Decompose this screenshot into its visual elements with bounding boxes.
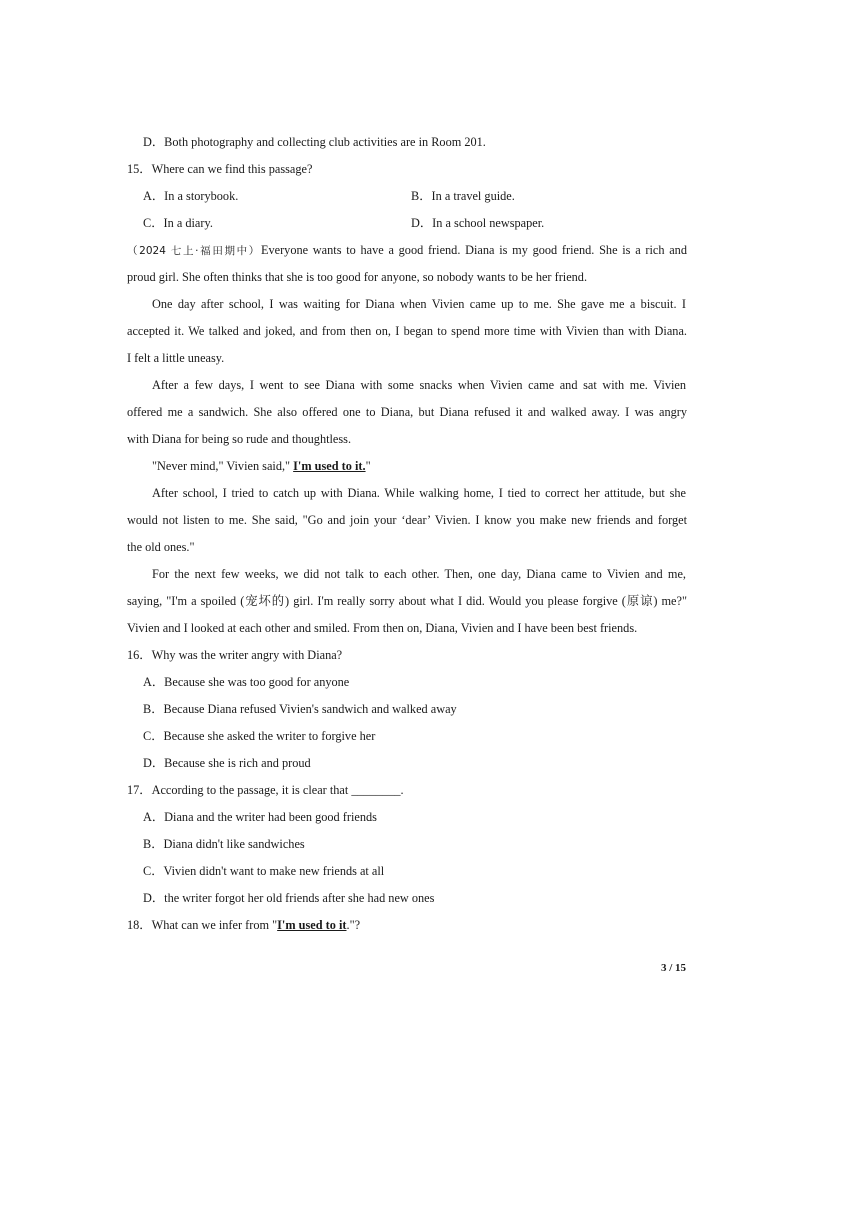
q15-option-a: A．In a storybook. <box>143 189 239 203</box>
page-number: 3 / 15 <box>660 962 686 974</box>
passage-line-3: One day after school, I was waiting for Diana when Vivien came up to me. She gave me a biscuit. I <box>152 297 686 311</box>
passage-line-15: Vivien and I looked at each other and smiled. From then on, Diana, Vivien and I have been best friends. <box>127 621 638 635</box>
passage-line-10: After school, I tried to catch up with Diana. While walking home, I tied to correct her attitude, but she <box>152 486 686 500</box>
q16-option-a: A．Because she was too good for anyone <box>143 675 350 689</box>
passage-line-11: would not listen to me. She said, "Go and join your ‘dear’ Vivien. I know you make new friends and forget <box>127 513 687 527</box>
q17-option-d: D．the writer forgot her old friends after she had new ones <box>143 891 435 905</box>
q14-option-d: D．Both photography and collecting club activities are in Room 201. <box>143 135 486 149</box>
passage-line-14: saying, "I'm a spoiled (宠坏的) girl. I'm really sorry about what I did. Would you please forgive (原谅) me?" <box>127 594 687 608</box>
q17-stem: 17．According to the passage, it is clear that ________. <box>127 783 404 797</box>
passage-line-2: proud girl. She often thinks that she is too good for anyone, so nobody wants to be her friend. <box>127 270 588 284</box>
q16-stem: 16．Why was the writer angry with Diana? <box>127 648 343 662</box>
q16-option-d: D．Because she is rich and proud <box>143 756 311 770</box>
q15-options-row-2 <box>143 216 703 231</box>
passage-line-7: offered me a sandwich. She also offered one to Diana, but Diana refused it and walked away. I was angry <box>127 405 687 419</box>
q17-option-b: B．Diana didn't like sandwiches <box>143 837 305 851</box>
q15-option-d: D．In a school newspaper. <box>411 216 545 230</box>
passage-line-8: with Diana for being so rude and thoughtless. <box>127 432 352 446</box>
underlined-phrase: I'm used to it. <box>293 459 366 473</box>
q15-option-b: B．In a travel guide. <box>411 189 515 203</box>
passage-line-1 <box>127 243 687 259</box>
passage-line-5: I felt a little uneasy. <box>127 351 225 365</box>
q16-option-c: C．Because she asked the writer to forgive her <box>143 729 376 743</box>
q18-stem-text: 18．What can we infer from " <box>127 918 278 932</box>
passage-line-6: After a few days, I went to see Diana with some snacks when Vivien came and sat with me. Vivien <box>152 378 686 392</box>
passage-text: Everyone wants to have a good friend. Diana is my good friend. She is a rich and <box>260 243 687 257</box>
q17-option-a: A．Diana and the writer had been good friends <box>143 810 377 824</box>
passage-line-12: the old ones." <box>127 540 195 554</box>
passage-line-13: For the next few weeks, we did not talk to each other. Then, one day, Diana came to Vivien and me, <box>152 567 686 581</box>
q15-stem: 15．Where can we find this passage? <box>127 162 313 176</box>
passage-line-4: accepted it. We talked and joked, and from then on, I began to spend more time with Vivien than with Diana. <box>127 324 687 338</box>
q15-options-row-1 <box>143 189 703 204</box>
q18-stem <box>127 918 687 933</box>
q16-option-b: B．Because Diana refused Vivien's sandwich and walked away <box>143 702 457 716</box>
q18-quoted-phrase: I'm used to it <box>277 918 347 932</box>
q15-option-c: C．In a diary. <box>143 216 213 230</box>
passage-quote-intro: "Never mind," Vivien said," <box>152 459 294 473</box>
passage-line-9 <box>152 459 712 474</box>
passage-quote-close: " <box>365 459 371 473</box>
q18-stem-end: ."? <box>346 918 361 932</box>
q17-option-c: C．Vivien didn't want to make new friends at all <box>143 864 385 878</box>
passage-source: （2024 七上·福田期中） <box>127 245 261 257</box>
